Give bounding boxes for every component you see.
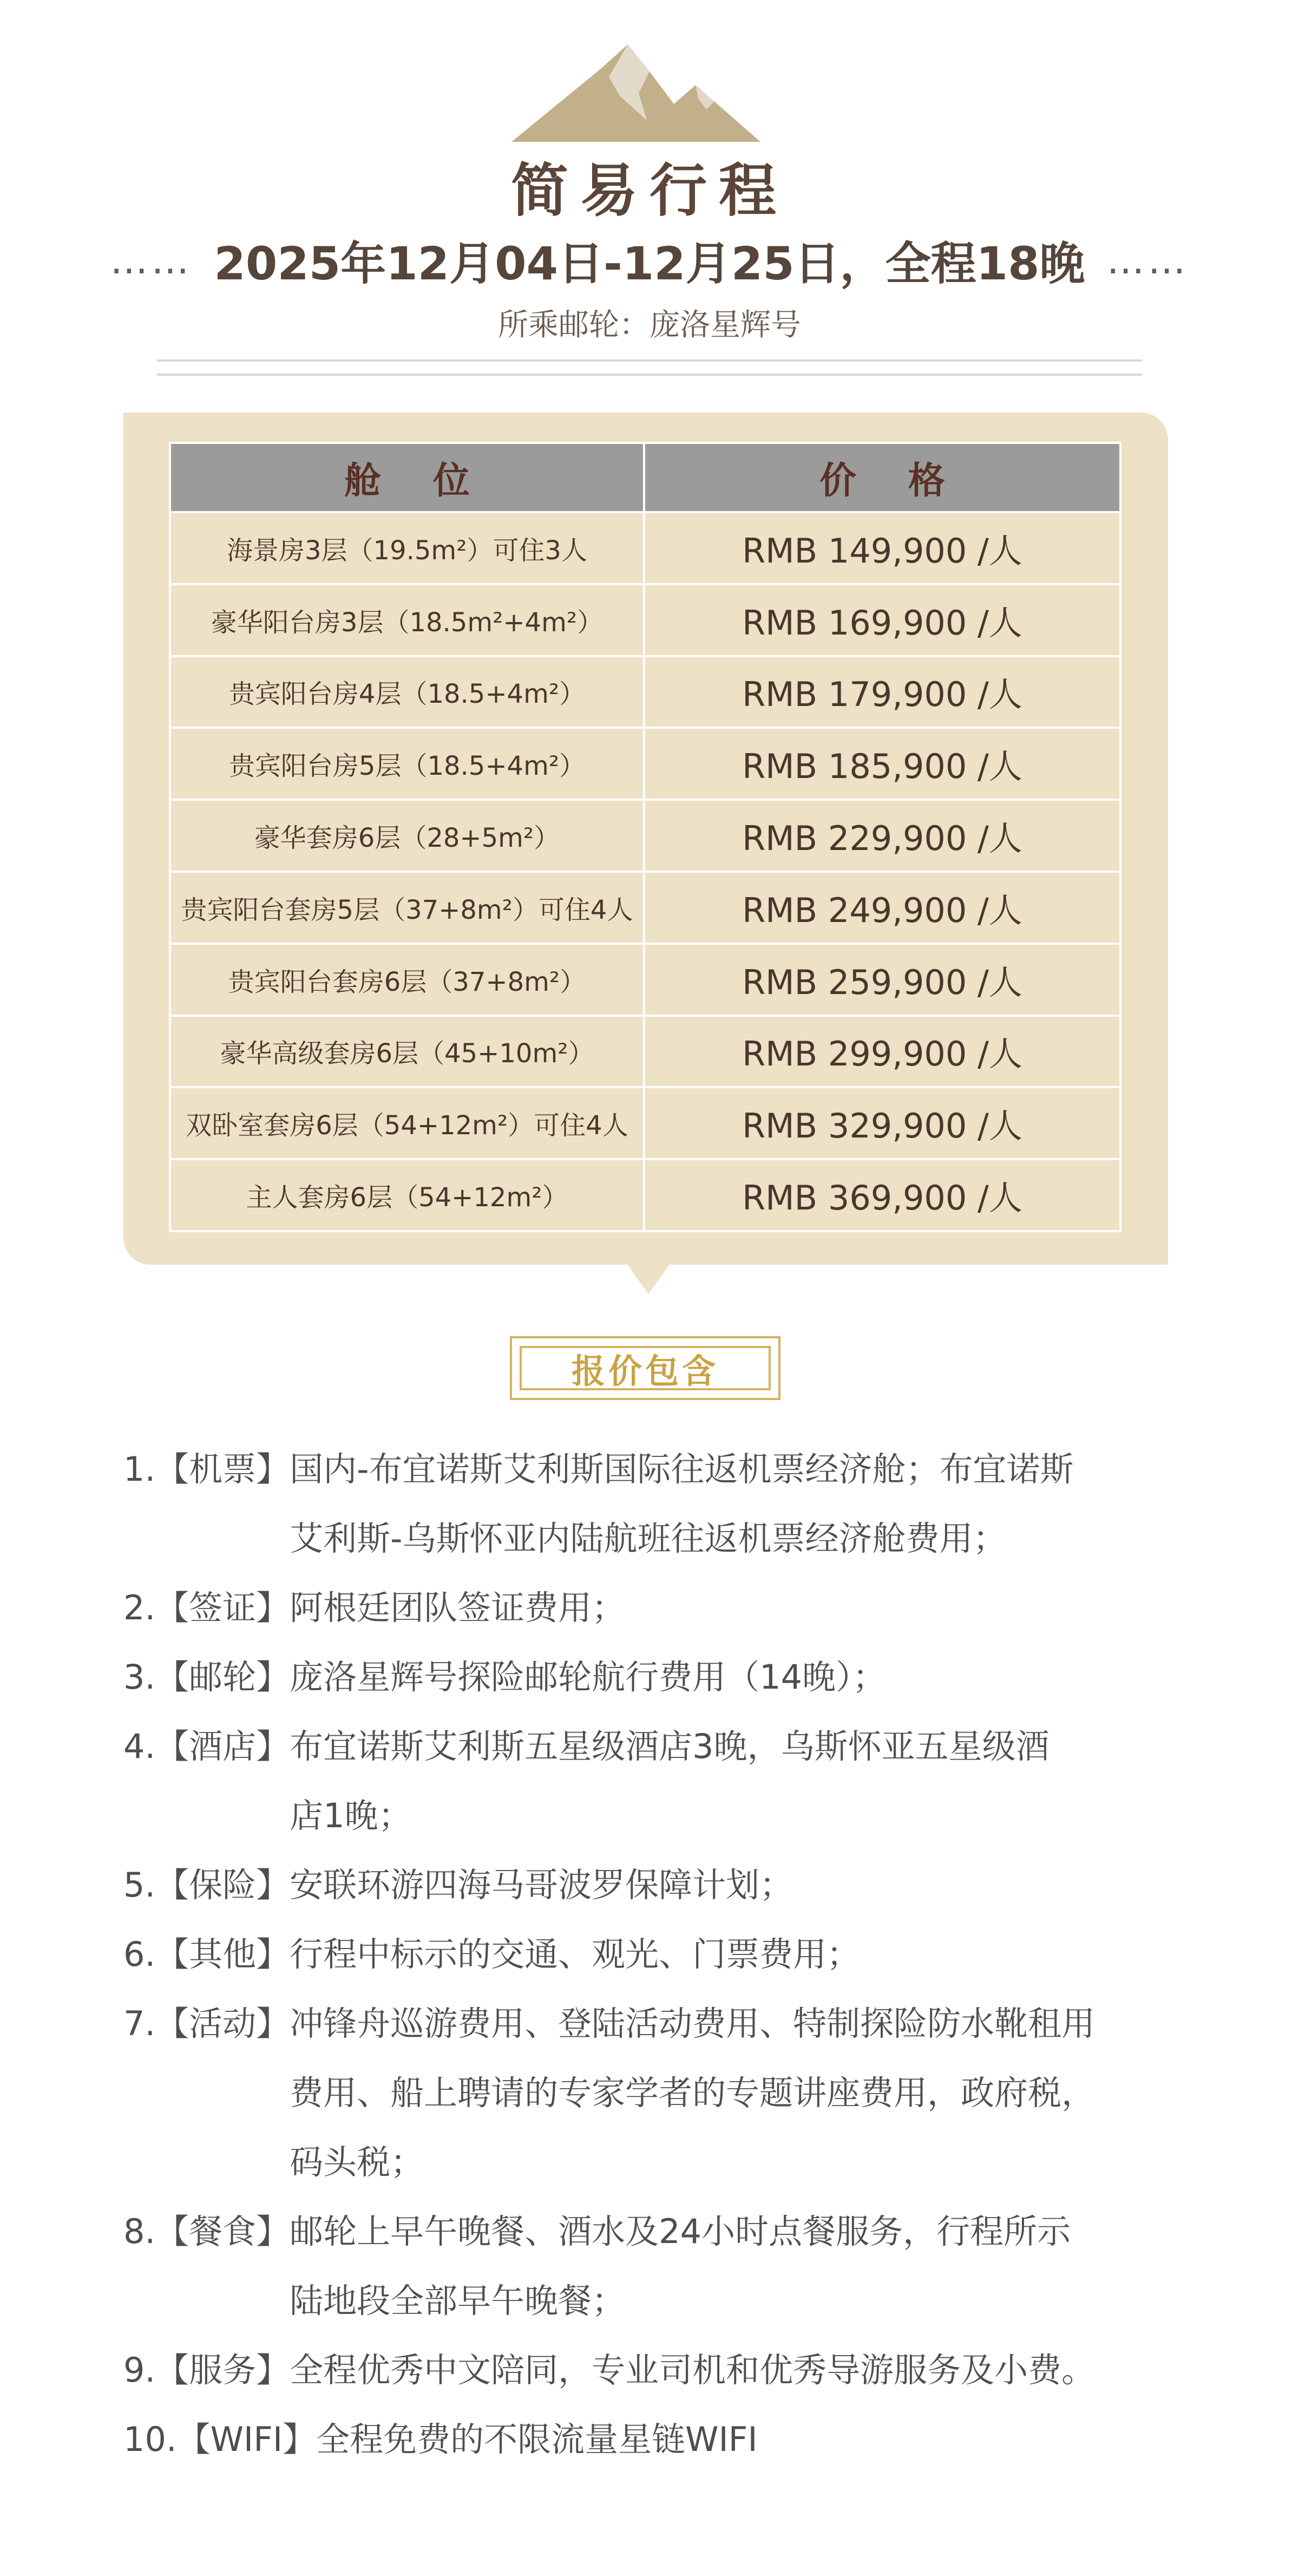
item-tag: 【服务】 — [155, 2350, 290, 2390]
included-title-frame — [510, 1336, 780, 1400]
table-row — [170, 584, 1120, 656]
panel-pointer — [627, 1264, 670, 1294]
item-number: 4. — [123, 1727, 156, 1766]
list-item — [123, 2405, 1206, 2474]
table-row — [170, 656, 1120, 728]
item-text — [290, 1712, 1206, 1851]
item-number: 10. — [123, 2420, 177, 2459]
table-row — [170, 944, 1120, 1016]
date-range: 2025年12月04日-12月25日，全程18晚 — [214, 237, 1085, 290]
divider-bottom — [157, 374, 1142, 376]
list-item — [123, 1643, 1206, 1712]
item-text — [290, 1435, 1206, 1573]
item-tag: 【签证】 — [155, 1588, 290, 1627]
item-text — [290, 1989, 1206, 2197]
item-line: 陆地段全部早午晚餐； — [290, 2281, 626, 2320]
table-row — [170, 1159, 1120, 1231]
ship-name: 所乘邮轮：庞洛星辉号 — [498, 308, 801, 343]
item-tag: 【邮轮】 — [155, 1657, 290, 1697]
price-cell: RMB 259,900 /人 — [644, 944, 1120, 1016]
list-item — [123, 1989, 1206, 2197]
item-number: 1. — [123, 1449, 156, 1489]
item-tag: 【保险】 — [155, 1865, 290, 1905]
item-text — [290, 2336, 1206, 2405]
item-number: 6. — [123, 1934, 156, 1974]
room-cell: 贵宾阳台房5层（18.5+4m²） — [170, 728, 644, 800]
table-row — [170, 1087, 1120, 1159]
price-cell: RMB 299,900 /人 — [644, 1016, 1120, 1088]
item-number: 3. — [123, 1657, 156, 1697]
list-item — [123, 1435, 1206, 1573]
list-item — [123, 2336, 1206, 2405]
list-item — [123, 1573, 1206, 1643]
room-cell: 豪华高级套房6层（45+10m²） — [170, 1016, 644, 1088]
item-number: 7. — [123, 2004, 156, 2043]
price-cell: RMB 249,900 /人 — [644, 872, 1120, 944]
table-header-row — [170, 443, 1120, 512]
room-cell: 海景房3层（19.5m²）可住3人 — [170, 512, 644, 584]
item-text — [290, 1851, 1206, 1920]
price-table — [169, 442, 1121, 1232]
item-tag: 【其他】 — [155, 1934, 290, 1974]
item-text — [290, 1573, 1206, 1643]
header-cabin: 舱 位 — [170, 443, 644, 512]
table-row — [170, 800, 1120, 872]
item-tag: 【活动】 — [155, 2004, 290, 2043]
item-tag: 【酒店】 — [155, 1727, 290, 1766]
room-cell: 贵宾阳台房4层（18.5+4m²） — [170, 656, 644, 728]
dots-right: …… — [1106, 238, 1189, 283]
list-item — [123, 1851, 1206, 1920]
included-title: 报价包含 — [520, 1346, 771, 1390]
price-panel — [123, 413, 1168, 1265]
table-row — [170, 1016, 1120, 1088]
item-text — [316, 2405, 1206, 2474]
table-row — [170, 872, 1120, 944]
item-line: 费用、船上聘请的专家学者的专题讲座费用，政府税， — [290, 2073, 1095, 2113]
table-row — [170, 512, 1120, 584]
room-cell: 贵宾阳台套房5层（37+8m²）可住4人 — [170, 872, 644, 944]
item-text — [290, 1643, 1206, 1712]
date-line — [0, 227, 1299, 293]
room-cell: 主人套房6层（54+12m²） — [170, 1159, 644, 1231]
price-cell: RMB 169,900 /人 — [644, 584, 1120, 656]
included-list — [123, 1435, 1206, 2474]
item-line: 全程优秀中文陪同，专业司机和优秀导游服务及小费。 — [290, 2350, 1095, 2390]
room-cell: 豪华套房6层（28+5m²） — [170, 800, 644, 872]
room-cell: 贵宾阳台套房6层（37+8m²） — [170, 944, 644, 1016]
item-line: 国内-布宜诺斯艾利斯国际往返机票经济舱；布宜诺斯 — [290, 1449, 1074, 1489]
divider-top — [157, 359, 1142, 362]
item-line: 邮轮上早午晚餐、酒水及24小时点餐服务，行程所示 — [290, 2212, 1071, 2251]
table-row — [170, 728, 1120, 800]
mountain-icon — [511, 44, 760, 142]
item-line: 店1晚； — [290, 1796, 412, 1835]
price-cell: RMB 369,900 /人 — [644, 1159, 1120, 1231]
item-line: 冲锋舟巡游费用、登陆活动费用、特制探险防水靴租用 — [290, 2004, 1095, 2043]
item-number: 5. — [123, 1865, 156, 1905]
list-item — [123, 1920, 1206, 1989]
room-cell: 豪华阳台房3层（18.5m²+4m²） — [170, 584, 644, 656]
item-tag: 【WIFI】 — [176, 2420, 317, 2459]
list-item — [123, 1712, 1206, 1851]
item-line: 阿根廷团队签证费用； — [290, 1588, 626, 1627]
dots-left: …… — [110, 238, 193, 283]
header-price: 价 格 — [644, 443, 1120, 512]
room-cell: 双卧室套房6层（54+12m²）可住4人 — [170, 1087, 644, 1159]
item-number: 2. — [123, 1588, 156, 1627]
item-number: 8. — [123, 2212, 156, 2251]
item-line: 安联环游四海马哥波罗保障计划； — [290, 1865, 793, 1905]
price-cell: RMB 149,900 /人 — [644, 512, 1120, 584]
price-cell: RMB 179,900 /人 — [644, 656, 1120, 728]
item-tag: 【餐食】 — [155, 2212, 290, 2251]
item-line: 布宜诺斯艾利斯五星级酒店3晚，乌斯怀亚五星级酒 — [290, 1727, 1049, 1766]
item-line: 艾利斯-乌斯怀亚内陆航班往返机票经济舱费用； — [290, 1519, 1007, 1558]
list-item — [123, 2197, 1206, 2336]
item-text — [290, 1920, 1206, 1989]
price-cell: RMB 329,900 /人 — [644, 1087, 1120, 1159]
price-cell: RMB 185,900 /人 — [644, 728, 1120, 800]
item-line: 全程免费的不限流量星链WIFI — [316, 2420, 758, 2459]
page-title: 简易行程 — [511, 158, 788, 224]
item-line: 码头税； — [290, 2142, 424, 2182]
item-line: 行程中标示的交通、观光、门票费用； — [290, 1934, 861, 1974]
item-line: 庞洛星辉号探险邮轮航行费用（14晚）； — [290, 1657, 887, 1697]
item-tag: 【机票】 — [155, 1449, 290, 1489]
item-text — [290, 2197, 1206, 2336]
item-number: 9. — [123, 2350, 156, 2390]
price-cell: RMB 229,900 /人 — [644, 800, 1120, 872]
